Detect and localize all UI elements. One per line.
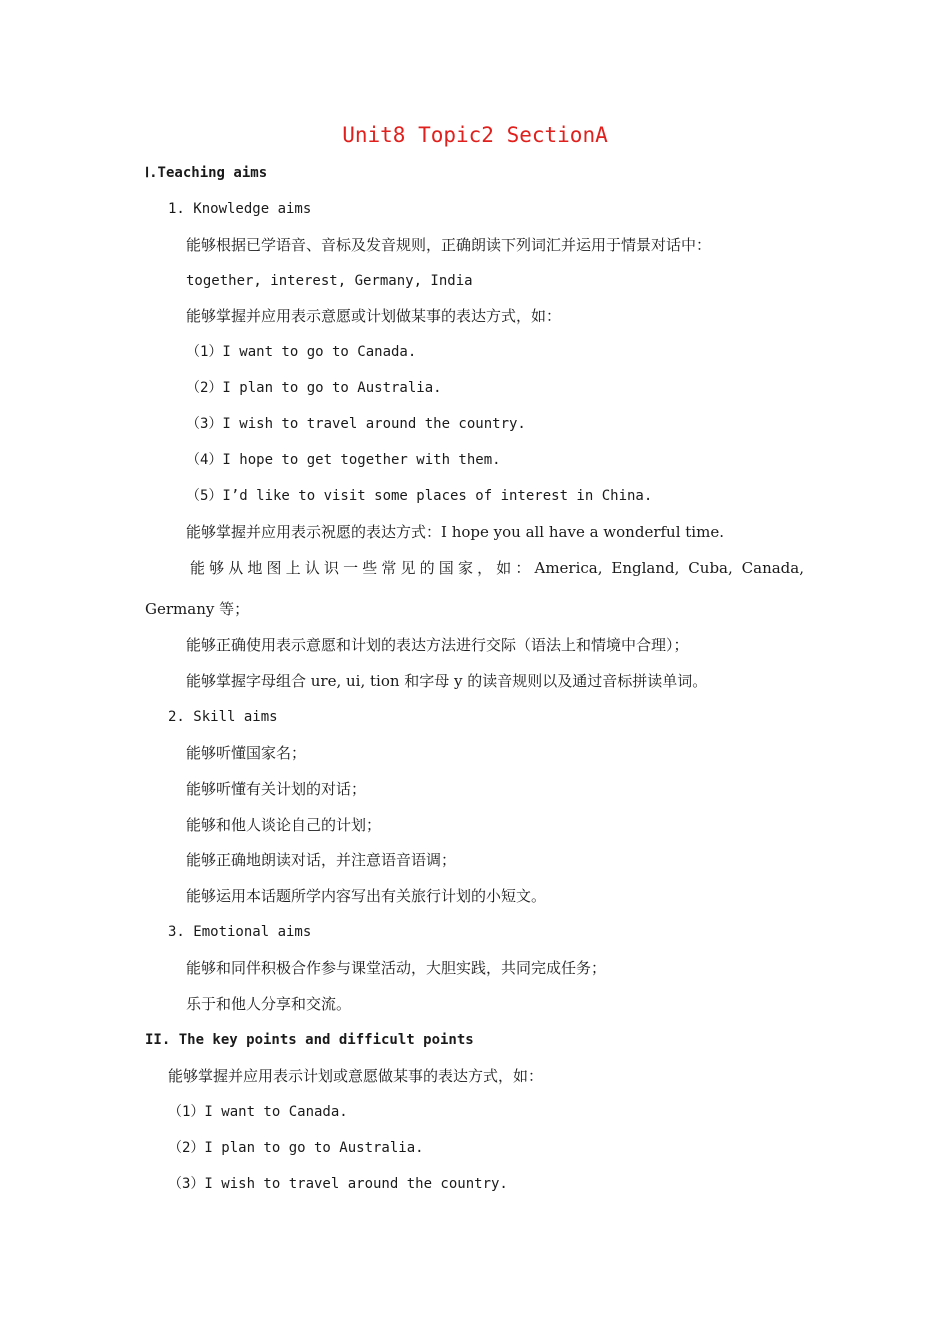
example-sentence: （2）I plan to go to Australia. — [168, 1140, 424, 1156]
paragraph: 能够掌握并应用表示计划或意愿做某事的表达方式，如： — [168, 1067, 544, 1085]
example-sentence: （3）I wish to travel around the country. — [168, 1176, 508, 1192]
page-title: Unit8 Topic2 SectionA — [342, 123, 608, 147]
example-sentence: （2）I plan to go to Australia. — [186, 380, 442, 396]
example-sentence: （5）I’d like to visit some places of interest in China. — [186, 488, 653, 504]
example-sentence: （1）I want to go to Canada. — [186, 344, 417, 360]
paragraph: 能够从地图上认识一些常见的国家，如：America, England, Cuba, Canada, — [190, 559, 804, 577]
list-item: 乐于和他人分享和交流。 — [186, 995, 352, 1013]
list-item: 能够正确地朗读对话，并注意语音语调； — [186, 851, 457, 869]
example-sentence: （4）I hope to get together with them. — [186, 452, 501, 468]
list-item: 能够听懂国家名； — [186, 744, 307, 762]
subheading-emotional-aims: 3. Emotional aims — [168, 924, 312, 940]
list-item: 能够听懂有关计划的对话； — [186, 780, 367, 798]
paragraph-continuation: Germany 等； — [145, 600, 250, 618]
list-item: 能够运用本话题所学内容写出有关旅行计划的小短文。 — [186, 887, 547, 905]
example-sentence: （3）I wish to travel around the country. — [186, 416, 526, 432]
subheading-knowledge-aims: 1. Knowledge aims — [168, 201, 312, 217]
example-sentence: （1）I want to Canada. — [168, 1104, 348, 1120]
list-item: 能够和同伴积极合作参与课堂活动，大胆实践，共同完成任务； — [186, 959, 607, 977]
vocabulary-list: together, interest, Germany, India — [186, 273, 473, 289]
section-heading-key-points: II. The key points and difficult points — [145, 1032, 474, 1048]
paragraph: 能够掌握并应用表示意愿或计划做某事的表达方式，如： — [186, 307, 562, 325]
paragraph: 能够掌握并应用表示祝愿的表达方式：I hope you all have a wonderful time. — [186, 523, 724, 541]
paragraph: 能够根据已学语音、音标及发音规则，正确朗读下列词汇并运用于情景对话中： — [186, 236, 712, 254]
paragraph: 能够掌握字母组合 ure, ui, tion 和字母 y 的读音规则以及通过音标拼读单词。 — [186, 672, 708, 690]
list-item: 能够和他人谈论自己的计划； — [186, 816, 382, 834]
section-heading-teaching-aims: Ⅰ.Teaching aims — [145, 165, 268, 181]
paragraph: 能够正确使用表示意愿和计划的表达方法进行交际（语法上和情境中合理）； — [186, 636, 689, 654]
subheading-skill-aims: 2. Skill aims — [168, 709, 278, 725]
